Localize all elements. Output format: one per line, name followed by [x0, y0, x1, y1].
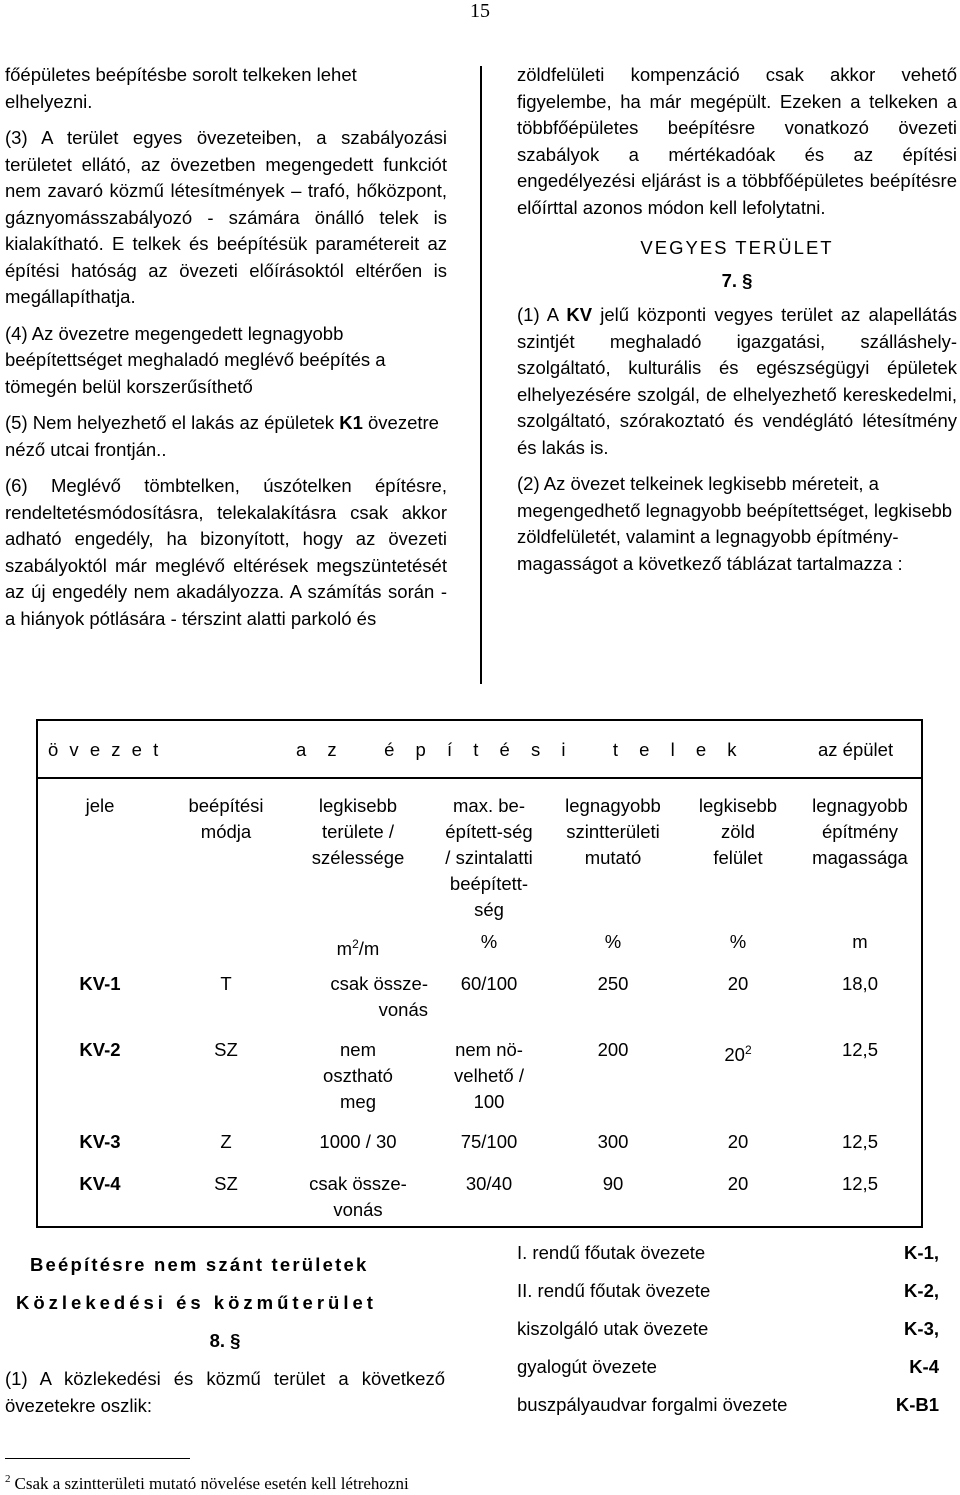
zone-label: I. rendű főutak övezete	[517, 1242, 706, 1263]
row-kv4-built: 30/40	[465, 1173, 513, 1194]
unit-area-m: m	[336, 938, 353, 959]
row-kv4-area-line: vonás	[333, 1199, 383, 1220]
row-kv4-area	[288, 1171, 428, 1223]
col-head-line: ség	[474, 899, 504, 920]
paragraph-1	[517, 302, 957, 461]
row-kv1-area	[288, 971, 428, 1023]
section-number-7: 7. §	[721, 269, 753, 291]
header-zone: ö v e z e t	[48, 739, 162, 760]
paragraph-4: (4) Az övezetre megengedett legnagyobb beépítettséget meghaladó meglévő beépítés a tömegén belül korszerűsíthető	[5, 322, 386, 397]
paragraph-3	[5, 125, 447, 311]
paragraph-1-text-end: jelű központi vegyes terület az alapellátás szintjét meghaladó igazgatási, szálláshely-szolgáltató, kulturális és egészségügyi épületek elhelyezésére szolgál, de elhelyezhető kereskedelmi, szolgáltató, szórakoztató és vendéglátó létesítmény és lakás is.	[517, 304, 957, 458]
unit-area	[308, 931, 408, 962]
col-head-line: legkisebb	[318, 795, 398, 816]
row-kv1-mode: T	[220, 973, 232, 994]
row-kv3-area: 1000 / 30	[319, 1131, 397, 1152]
row-kv4-height: 12,5	[841, 1173, 878, 1194]
row-kv2-green	[678, 1037, 798, 1068]
col-head-line: építmény	[821, 821, 899, 842]
col-head-floor-ratio	[548, 793, 678, 871]
row-kv3-built: 75/100	[460, 1131, 518, 1152]
zone-code: K-3,	[904, 1318, 939, 1339]
footnote-mark: 2	[5, 1473, 11, 1485]
section-number-8: 8. §	[209, 1330, 241, 1351]
col-head-line: szélessége	[311, 847, 405, 868]
zone-label: buszpályaudvar forgalmi övezete	[517, 1394, 788, 1415]
col-head-line: legnagyobb	[812, 795, 908, 816]
zone-label: kiszolgáló utak övezete	[517, 1318, 709, 1339]
header-building: az épület	[818, 739, 894, 760]
row-kv2-built-line: nem nö-	[455, 1039, 523, 1060]
row-kv2-mode: SZ	[214, 1039, 238, 1060]
row-kv2-area-line: osztható	[323, 1065, 393, 1086]
footnote-text: Csak a szintterületi mutató növelése esetén kell létrehozni	[14, 1474, 409, 1493]
row-kv1-green: 20	[727, 973, 749, 994]
list-item	[517, 1316, 939, 1342]
row-kv4-code: KV-4	[79, 1173, 121, 1194]
list-item	[517, 1354, 939, 1380]
row-kv2-built	[430, 1037, 548, 1115]
row-kv1-built: 60/100	[460, 973, 518, 994]
paragraph-5	[5, 410, 447, 463]
col-head-mode	[166, 793, 286, 845]
paragraph-5-text-end: övezetre néző utcai frontján..	[5, 412, 439, 460]
footnote-separator	[5, 1458, 190, 1459]
col-head-line: max. be-	[453, 795, 525, 816]
col-head-line: mutató	[584, 847, 642, 868]
col-head-line: legkisebb	[698, 795, 778, 816]
col-head-line: beépítési	[188, 795, 264, 816]
header-plot: a z é p í t é s i t e l e k	[296, 739, 745, 760]
list-item	[517, 1278, 939, 1304]
row-kv1-height: 18,0	[841, 973, 878, 994]
left-column	[5, 62, 447, 642]
unit-floor: %	[604, 931, 622, 952]
list-item	[517, 1240, 939, 1266]
page-number: 15	[470, 0, 490, 22]
footnote-ref-2: 2	[744, 1043, 752, 1057]
col-head-area	[288, 793, 428, 871]
unit-area-sup: 2	[352, 937, 359, 951]
paragraph-1-text: (1) A	[517, 304, 567, 325]
zone-code: K-4	[909, 1356, 939, 1377]
zone-code: K-1,	[904, 1242, 939, 1263]
right-column	[517, 62, 957, 587]
paragraph-continuation-right: zöldfelületi kompenzáció csak akkor vehető figyelembe, ha már megépült. Ezeken a telkeken a többfőépületes beépítésre vonatkozó övezeti szabályok a mértékadóak és az építési engedélyezési eljárást is a többfőépületes beépítésre előírttal azonos módon kell lefolytatni.	[517, 64, 957, 218]
list-item	[517, 1392, 939, 1418]
heading-non-built-areas: Beépítésre nem szánt területek	[30, 1254, 369, 1275]
heading-transport-utility: Közlekedési és közműterület	[16, 1292, 377, 1313]
row-kv2-area-line: nem	[340, 1039, 376, 1060]
row-kv2-area-line: meg	[340, 1091, 376, 1112]
paragraph-5-text: (5) Nem helyezhető el lakás az épületek	[5, 412, 340, 433]
table-header-divider	[38, 777, 921, 779]
section-heading-vegyes-terulet: VEGYES TERÜLET	[640, 237, 834, 258]
col-head-line: épített-ség	[445, 821, 533, 842]
row-kv3-floor: 300	[597, 1131, 629, 1152]
column-divider	[480, 66, 482, 684]
zone-code-k1: K1	[339, 412, 363, 433]
col-head-line: felület	[713, 847, 763, 868]
zone-label: gyalogút övezete	[517, 1356, 657, 1377]
row-kv1-area-line: vonás	[378, 999, 428, 1020]
row-kv3-height: 12,5	[841, 1131, 878, 1152]
row-kv4-floor: 90	[602, 1173, 624, 1194]
row-kv1-area-line: csak össze-	[330, 973, 428, 994]
col-head-line: jele	[85, 795, 115, 816]
paragraph-8-1: (1) A közlekedési és közmű terület a következő övezetekre oszlik:	[5, 1368, 445, 1416]
row-kv3-code: KV-3	[79, 1131, 121, 1152]
paragraph-continuation: főépületes beépítésbe sorolt telkeken lehet elhelyezni.	[5, 64, 357, 112]
col-head-line: / szintalatti	[445, 847, 533, 868]
paragraph-3-text: (3) A terület egyes övezeteiben, a szabályozási területet ellátó, az övezetben megengedett funkciót nem zavaró közmű létesítmények – trafó, hőközpont, gáznyomásszabályozó - számára önálló telek is kialakítható.	[5, 127, 447, 254]
row-kv3-mode: Z	[220, 1131, 232, 1152]
col-head-line: módja	[200, 821, 252, 842]
row-kv2-built-line: 100	[473, 1091, 505, 1112]
row-kv2-height: 12,5	[841, 1039, 878, 1060]
col-head-green	[678, 793, 798, 871]
row-kv2-area	[288, 1037, 428, 1115]
zoning-table	[36, 719, 923, 1228]
row-kv3-green: 20	[727, 1131, 749, 1152]
row-kv4-area-line: csak össze-	[309, 1173, 407, 1194]
col-head-line: beépített-	[449, 873, 529, 894]
col-head-built	[430, 793, 548, 923]
col-head-line: legnagyobb	[565, 795, 661, 816]
unit-height: m	[852, 931, 868, 952]
paragraph-6: (6) Meglévő tömbtelken, úszótelken építésre, rendeltetésmódosításra, telekalakításra csak akkor adható engedély, ha bizonyított, hogy az övezeti szabályoktól már meglévő eltérések megszüntetését az új engedély nem akadályozza. A számítás során - a hiányok pótlására - térszint alatti parkoló és	[5, 475, 447, 629]
row-kv2-code: KV-2	[79, 1039, 121, 1060]
col-head-line: szintterületi	[566, 821, 660, 842]
footnote	[5, 1468, 705, 1495]
zone-code-kv: KV	[566, 304, 593, 325]
col-head-line: területe /	[322, 821, 394, 842]
zone-code: K-2,	[904, 1280, 939, 1301]
row-kv4-mode: SZ	[214, 1173, 238, 1194]
col-head-code	[60, 793, 140, 819]
row-kv4-green: 20	[727, 1173, 749, 1194]
col-head-height	[798, 793, 922, 871]
col-head-line: magassága	[812, 847, 908, 868]
paragraph-3-text-b: E telkek és beépítésük paramétereit az építési hatóság az övezeti előírásoktól eltérően is megállapíthatja.	[5, 233, 448, 307]
unit-area-tail: /m	[358, 938, 380, 959]
row-kv1-code: KV-1	[79, 973, 121, 994]
row-kv2-green-value: 20	[724, 1044, 745, 1065]
col-head-line: zöld	[721, 821, 755, 842]
row-kv1-floor: 250	[597, 973, 629, 994]
unit-built: %	[480, 931, 498, 952]
unit-green: %	[729, 931, 747, 952]
zone-label: II. rendű főutak övezete	[517, 1280, 711, 1301]
row-kv2-floor: 200	[597, 1039, 629, 1060]
row-kv2-built-line: velhető /	[454, 1065, 524, 1086]
paragraph-2: (2) Az övezet telkeinek legkisebb méreteit, a megengedhető legnagyobb beépítettséget, legkisebb zöldfelületét, valamint a legnagyobb építmény-magasságot a következő táblázat tartalmazza :	[517, 473, 953, 574]
zone-code: K-B1	[895, 1394, 939, 1415]
